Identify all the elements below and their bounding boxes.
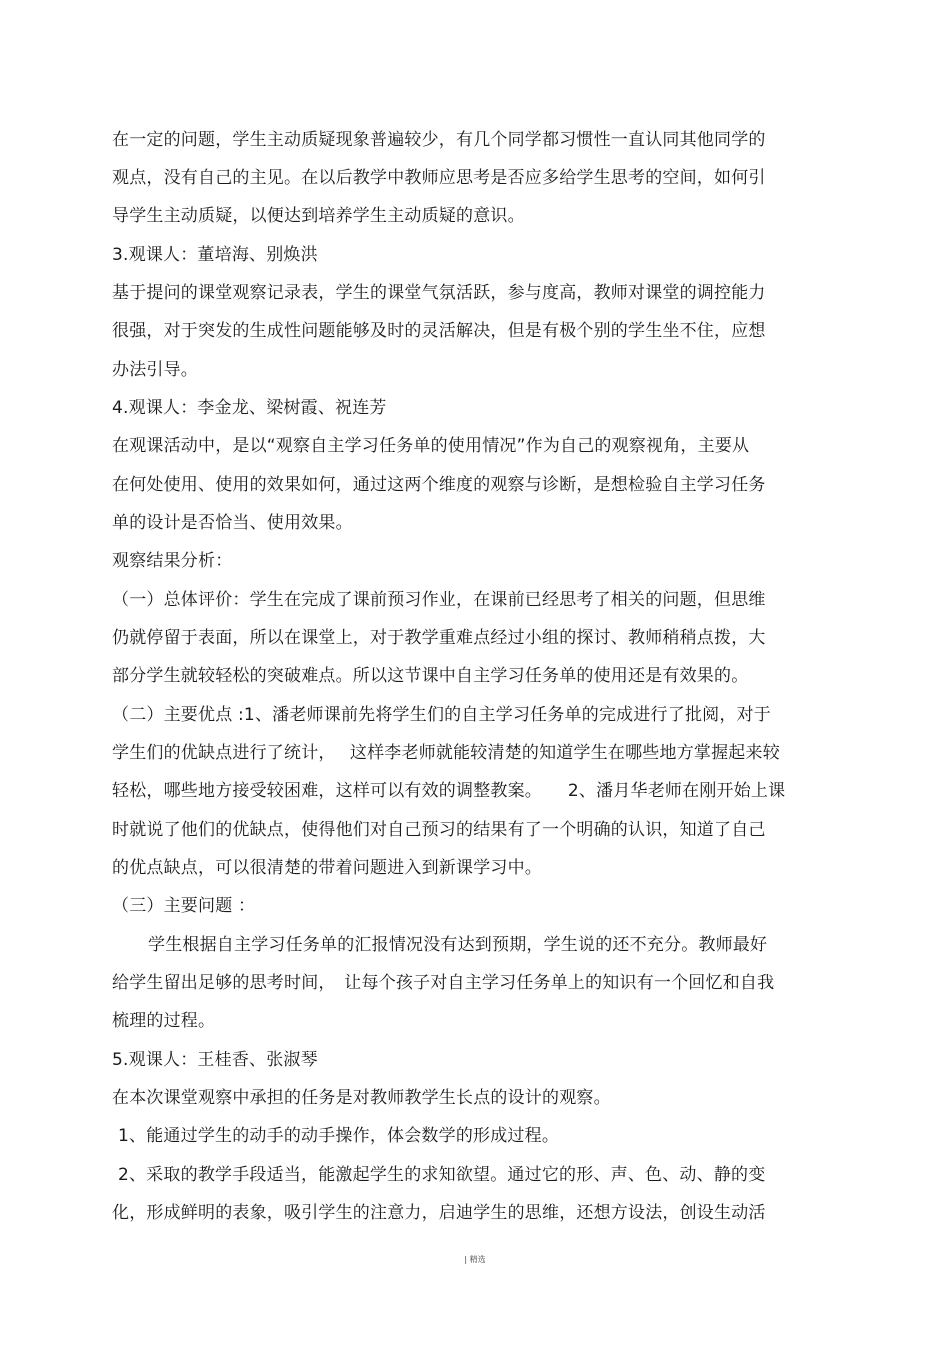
section-heading: 4.观课人：李金龙、梁树霞、祝连芳 bbox=[112, 398, 387, 418]
body-line: 办法引导。 bbox=[112, 360, 198, 380]
body-line: 观点，没有自己的主见。在以后教学中教师应思考是否应多给学生思考的空间，如何引 bbox=[112, 168, 766, 188]
body-line: 的优点缺点，可以很清楚的带着问题进入到新课学习中。 bbox=[112, 858, 542, 878]
body-line: （二）主要优点 :1、潘老师课前先将学生们的自主学习任务单的完成进行了批阅，对于 bbox=[112, 705, 771, 725]
subheading: 观察结果分析： bbox=[112, 551, 233, 571]
body-line: 在一定的问题，学生主动质疑现象普遍较少，有几个同学都习惯性一直认同其他同学的 bbox=[112, 130, 766, 150]
body-line: 导学生主动质疑，以便达到培养学生主动质疑的意识。 bbox=[112, 206, 525, 226]
body-line: 给学生留出足够的思考时间， 让每个孩子对自主学习任务单上的知识有一个回忆和自我 bbox=[112, 973, 775, 993]
subheading: （三）主要问题 ： bbox=[112, 896, 256, 916]
body-line: 化，形成鲜明的表象，吸引学生的注意力，启迪学生的思维，还想方设法，创设生动活 bbox=[112, 1203, 766, 1223]
body-line: 单的设计是否恰当、使用效果。 bbox=[112, 513, 353, 533]
body-line: 轻松，哪些地方接受较困难，这样可以有效的调整教案。 2、潘月华老师在刚开始上课 bbox=[112, 781, 786, 801]
list-item: 1、能通过学生的动手的动手操作，体会数学的形成过程。 bbox=[118, 1126, 560, 1146]
body-line: 时就说了他们的优缺点，使得他们对自己预习的结果有了一个明确的认识，知道了自己 bbox=[112, 820, 766, 840]
body-line: 在观课活动中，是以“观察自主学习任务单的使用情况”作为自己的观察视角，主要从 bbox=[112, 436, 750, 456]
body-line: 在本次课堂观察中承担的任务是对教师教学生长点的设计的观察。 bbox=[112, 1088, 611, 1108]
list-item: 2、采取的教学手段适当，能激起学生的求知欲望。通过它的形、声、色、动、静的变 bbox=[118, 1165, 766, 1185]
section-heading: 3.观课人：董培海、别焕洪 bbox=[112, 245, 318, 265]
body-line: 学生根据自主学习任务单的汇报情况没有达到预期，学生说的还不充分。教师最好 bbox=[148, 935, 768, 955]
body-line: 学生们的优缺点进行了统计， 这样李老师就能较清楚的知道学生在哪些地方掌握起来较 bbox=[112, 743, 780, 763]
body-line: （一）总体评价：学生在完成了课前预习作业，在课前已经思考了相关的问题，但思维 bbox=[112, 590, 766, 610]
page-footer: | 精选 bbox=[464, 1255, 486, 1264]
body-line: 仍就停留于表面，所以在课堂上，对于教学重难点经过小组的探讨、教师稍稍点拨，大 bbox=[112, 628, 766, 648]
body-line: 很强，对于突发的生成性问题能够及时的灵活解决，但是有极个别的学生坐不住，应想 bbox=[112, 321, 766, 341]
body-line: 基于提问的课堂观察记录表，学生的课堂气氛活跃，参与度高，教师对课堂的调控能力 bbox=[112, 283, 766, 303]
body-line: 梳理的过程。 bbox=[112, 1011, 216, 1031]
body-line: 在何处使用、使用的效果如何，通过这两个维度的观察与诊断，是想检验自主学习任务 bbox=[112, 475, 766, 495]
body-line: 部分学生就较轻松的突破难点。所以这节课中自主学习任务单的使用还是有效果的。 bbox=[112, 666, 749, 686]
section-heading: 5.观课人：王桂香、张淑琴 bbox=[112, 1050, 318, 1070]
